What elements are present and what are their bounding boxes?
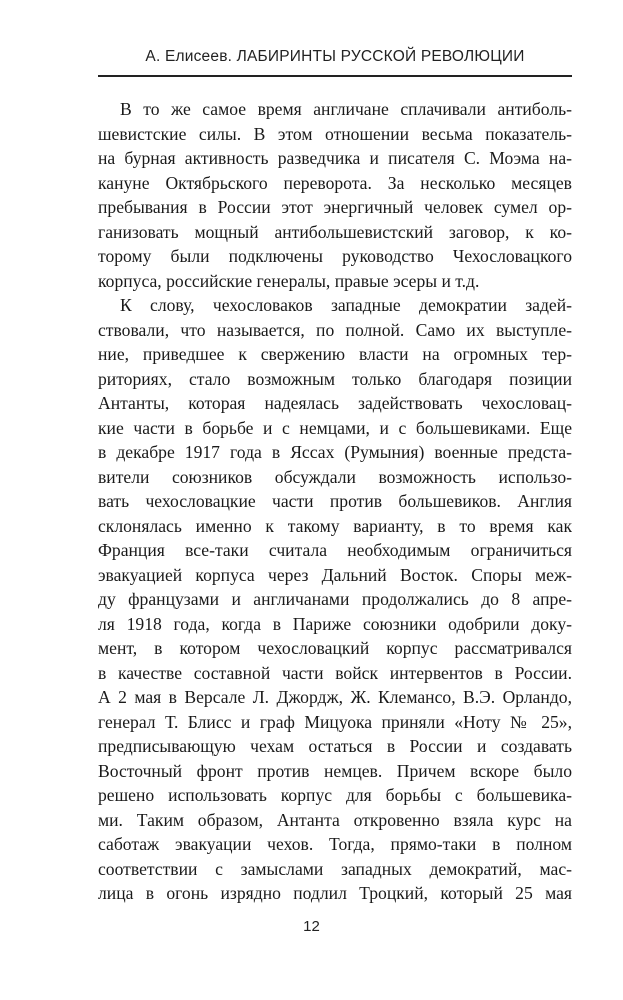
- text-line: генерал Т. Блисс и граф Мицуока приняли «Ноту № 25»,: [98, 711, 572, 732]
- text-line: кие части в борьбе и с немцами, и с большевиками. Еще: [98, 417, 572, 438]
- text-line: вители союзников обсуждали возможность использо-: [98, 466, 572, 487]
- page-number: 12: [303, 918, 320, 935]
- text-line: ганизовать мощный антибольшевистский заговор, к ко-: [98, 221, 572, 242]
- text-line: ми. Таким образом, Антанта откровенно взяла курс на: [98, 809, 572, 830]
- text-line: пребывания в России этот энергичный человек сумел ор-: [98, 197, 572, 217]
- text-line: решено использовать корпус для борьбы с большевика-: [98, 785, 572, 805]
- text-line: Восточный фронт против немцев. Причем вскоре было: [98, 760, 572, 781]
- text-line: соответствии с замыслами западных демократий, мас-: [98, 858, 572, 879]
- text-line: лица в огонь изрядно подлил Троцкий, который 25 мая: [98, 883, 572, 903]
- text-line: ля 1918 года, когда в Париже союзники одобрили доку-: [98, 613, 572, 634]
- text-line: эвакуацией корпуса через Дальний Восток. Споры меж-: [98, 564, 572, 585]
- text-line: склонялась именно к такому варианту, в то время как: [98, 515, 572, 536]
- text-line: торому были подключены руководство Чехословацкого: [98, 246, 572, 266]
- text-line: на бурная активность разведчика и писателя С. Моэма на-: [98, 148, 572, 168]
- running-header: А. Елисеев. ЛАБИРИНТЫ РУССКОЙ РЕВОЛЮЦИИ: [145, 48, 525, 65]
- text-line: ду французами и англичанами продолжались до 8 апре-: [98, 589, 572, 609]
- text-line: риториях, стало возможным только благодаря позиции: [98, 368, 572, 389]
- text-line: ствовали, что называется, по полной. Само их выступле-: [98, 319, 572, 340]
- text-line: шевистские силы. В этом отношении весьма показатель-: [98, 123, 572, 144]
- text-line: В то же самое время англичане сплачивали антиболь-: [120, 99, 572, 119]
- text-line: ние, приведшее к свержению власти на огромных тер-: [98, 344, 572, 364]
- text-line: саботаж эвакуации чехов. Тогда, прямо-таки в полном: [98, 834, 572, 854]
- text-line: Антанты, которая надеялась задействовать чехословац-: [98, 393, 572, 413]
- text-line: К слову, чехословаков западные демократии задей-: [120, 295, 572, 315]
- text-line: мент, в котором чехословацкий корпус рассматривался: [98, 638, 572, 658]
- text-line: А 2 мая в Версале Л. Джордж, Ж. Клемансо, В.Э. Орландо,: [98, 687, 572, 707]
- text-line: Франция все-таки считала необходимым ограничиться: [98, 540, 572, 560]
- header-rule: [98, 75, 572, 77]
- text-line: вать чехословацкие части против большевиков. Англия: [98, 491, 572, 511]
- text-line: корпуса, российские генералы, правые эсеры и т.д.: [98, 270, 480, 291]
- text-line: кануне Октябрьского переворота. За несколько месяцев: [98, 172, 572, 193]
- text-line: предписывающую чехам остаться в России и создавать: [98, 736, 572, 756]
- text-line: в качестве составной части войск интервентов в России.: [98, 662, 572, 683]
- body-text: [98, 97, 572, 906]
- text-line: в декабре 1917 года в Яссах (Румыния) военные предста-: [98, 442, 572, 462]
